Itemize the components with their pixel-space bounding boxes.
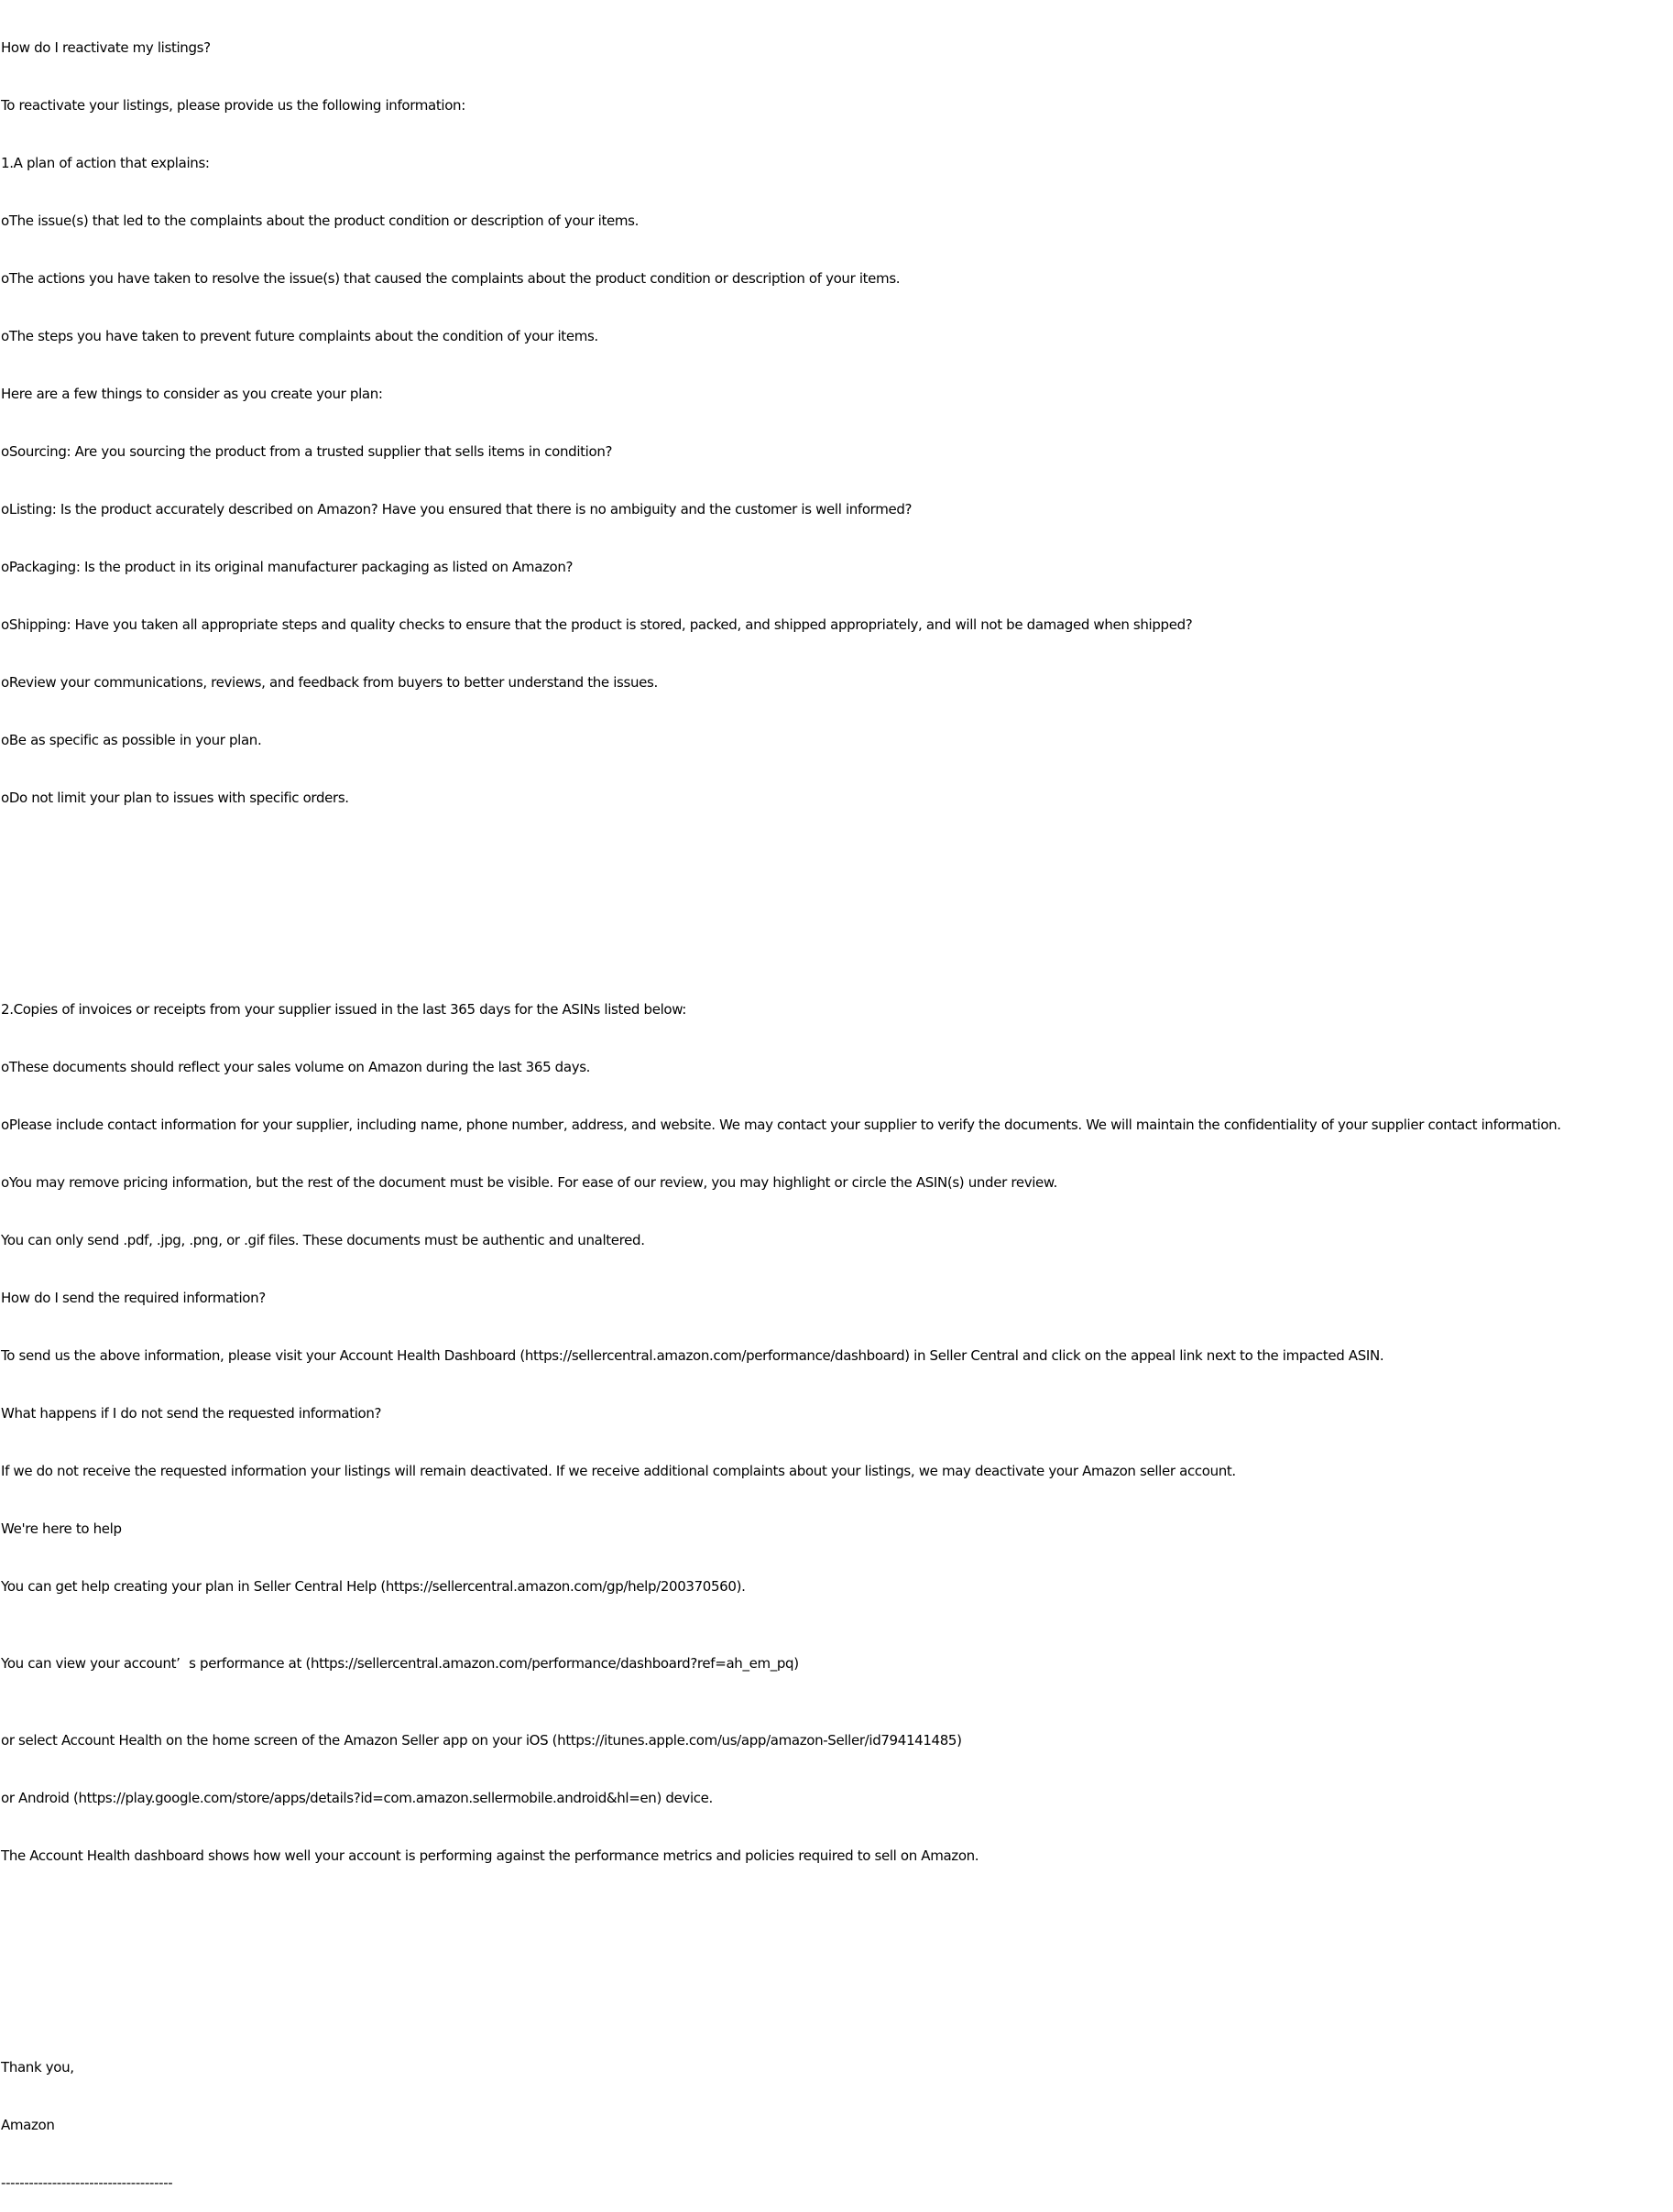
list-item: oDo not limit your plan to issues with specific orders. <box>1 790 349 806</box>
help-heading: We're here to help <box>1 1520 122 1537</box>
help-text: The Account Health dashboard shows how well your account is performing against the performance metrics and policies required to sell on Amazon. <box>1 1847 979 1864</box>
list-item: oPackaging: Is the product in its original manufacturer packaging as listed on Amazon? <box>1 559 574 575</box>
blank-line <box>1 923 1673 943</box>
question-heading: How do I send the required information? <box>1 1290 266 1306</box>
list-item: oBe as specific as possible in your plan. <box>1 732 262 748</box>
signoff: Thank you, <box>1 2059 74 2076</box>
list-item: oThese documents should reflect your sales volume on Amazon during the last 365 days. <box>1 1059 591 1075</box>
help-text: You can get help creating your plan in Seller Central Help (https://sellercentral.amazon.com/gp/help/200370560). <box>1 1578 746 1595</box>
list-item: oReview your communications, reviews, and feedback from buyers to better understand the issues. <box>1 674 658 691</box>
performance-line-end: s performance at (https://sellercentral.amazon.com/performance/dashboard?ref=ah_em_pq) <box>189 1655 799 1672</box>
file-type-note: You can only send .pdf, .jpg, .png, or .gif files. These documents must be authentic and unaltered. <box>1 1232 645 1248</box>
question-heading: How do I reactivate my listings? <box>1 39 211 56</box>
list-heading: 1.A plan of action that explains: <box>1 155 210 171</box>
apostrophe: ’ <box>176 1655 180 1672</box>
question-heading: What happens if I do not send the requested information? <box>1 1405 382 1422</box>
list-item: oSourcing: Are you sourcing the product from a trusted supplier that sells items in condition? <box>1 443 613 460</box>
list-item: oThe issue(s) that led to the complaints about the product condition or description of your items. <box>1 212 640 229</box>
instruction-text: If we do not receive the requested information your listings will remain deactivated. If we receive additional complaints about your listings, we may deactivate your Amazon seller account. <box>1 1463 1236 1479</box>
separator-line: ------------------------------------- <box>1 2174 173 2191</box>
blank-line <box>1 1981 1673 2000</box>
instruction-text: To send us the above information, please visit your Account Health Dashboard (https://sellercentral.amazon.com/performance/dashboard) in Seller Central and click on the appeal link next to the impacted ASIN. <box>1 1347 1384 1364</box>
list-intro: Here are a few things to consider as you create your plan: <box>1 386 383 402</box>
blank-line <box>1 866 1673 885</box>
instruction-text: To reactivate your listings, please provide us the following information: <box>1 97 465 114</box>
blank-line <box>1 1923 1673 1943</box>
performance-line-start: You can view your account <box>1 1655 177 1672</box>
list-item: oPlease include contact information for your supplier, including name, phone number, address, and website. We may contact your supplier to verify the documents. We will maintain the confidentiality of your supplier contact information. <box>1 1117 1561 1133</box>
help-text: or select Account Health on the home screen of the Amazon Seller app on your iOS (https://itunes.apple.com/us/app/amazon-Seller/id794141485) <box>1 1732 962 1749</box>
list-item: oYou may remove pricing information, but the rest of the document must be visible. For ease of our review, you may highlight or circle the ASIN(s) under review. <box>1 1174 1057 1191</box>
list-item: oThe steps you have taken to prevent future complaints about the condition of your items. <box>1 328 598 344</box>
list-item: oThe actions you have taken to resolve the issue(s) that caused the complaints about the product condition or description of your items. <box>1 270 901 287</box>
performance-line <box>1 1654 1673 1673</box>
help-text: or Android (https://play.google.com/store/apps/details?id=com.amazon.sellermobile.android&hl=en) device. <box>1 1790 713 1806</box>
signature: Amazon <box>1 2117 55 2133</box>
list-heading: 2.Copies of invoices or receipts from your supplier issued in the last 365 days for the ASINs listed below: <box>1 1001 687 1018</box>
list-item: oShipping: Have you taken all appropriate steps and quality checks to ensure that the product is stored, packed, and shipped appropriately, and will not be damaged when shipped? <box>1 616 1193 633</box>
list-item: oListing: Is the product accurately described on Amazon? Have you ensured that there is no ambiguity and the customer is well informed? <box>1 501 913 518</box>
